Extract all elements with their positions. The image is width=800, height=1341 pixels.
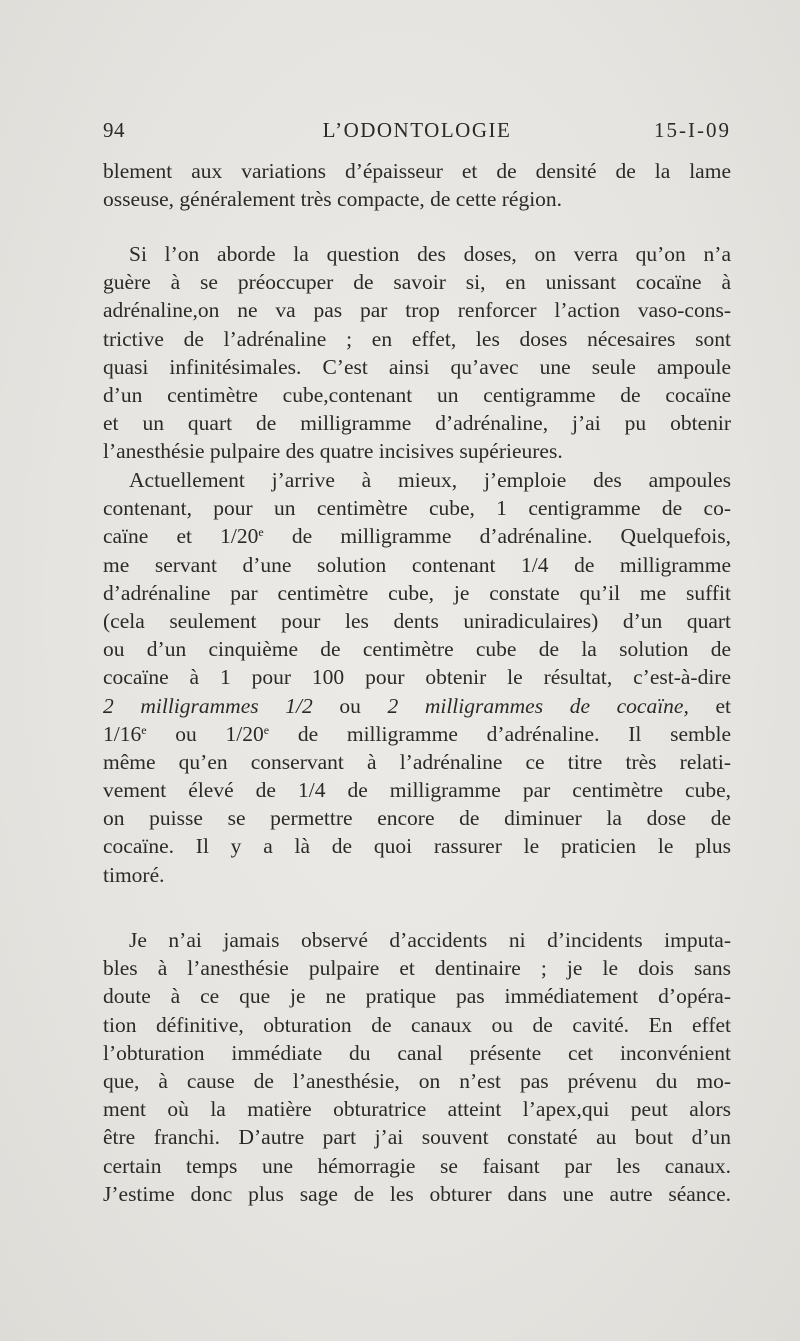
text-line: tion définitive, obturation de canaux ou de cavité. En effet bbox=[103, 1012, 731, 1037]
text-run: et bbox=[688, 693, 731, 718]
text-run: de milligramme d’adrénaline. Quelquefois, bbox=[263, 524, 732, 549]
text-line: quasi infinitésimales. C’est ainsi qu’avec une seule ampoule bbox=[103, 354, 731, 379]
text-line: cocaïne. Il y a là de quoi rassurer le praticien le plus bbox=[103, 834, 731, 859]
text-line: adrénaline,on ne va pas par trop renforcer l’action vaso-cons- bbox=[103, 298, 731, 323]
text-line: doute à ce que je ne pratique pas immédiatement d’opéra- bbox=[103, 984, 731, 1009]
text-line: que, à cause de l’anesthésie, on n’est pas prévenu du mo- bbox=[103, 1068, 731, 1093]
text-line: l’anesthésie pulpaire des quatre incisives supérieures. bbox=[103, 439, 563, 464]
text-line: cocaïne à 1 pour 100 pour obtenir le résultat, c’est-à-dire bbox=[103, 665, 731, 690]
paragraph-ampoules bbox=[103, 466, 731, 889]
text-line: guère à se préoccuper de savoir si, en unissant cocaïne à bbox=[103, 270, 731, 295]
text-line: Si l’on aborde la question des doses, on verra qu’on n’a bbox=[129, 242, 731, 266]
text-line: certain temps une hémorragie se faisant par les canaux. bbox=[103, 1153, 731, 1178]
text-line: même qu’en conservant à l’adrénaline ce titre très relati- bbox=[103, 749, 731, 774]
text-line: Je n’ai jamais observé d’accidents ni d’incidents imputa- bbox=[129, 928, 731, 952]
text-line: Actuellement j’arrive à mieux, j’emploie des ampoules bbox=[129, 468, 731, 492]
text-line: d’adrénaline par centimètre cube, je constate qu’il me suffit bbox=[103, 580, 731, 605]
superscript: e bbox=[258, 525, 264, 540]
text-line bbox=[103, 720, 731, 748]
issue-date: 15-I-09 bbox=[654, 118, 731, 142]
running-header bbox=[103, 118, 731, 146]
journal-title: L’ODONTOLOGIE bbox=[322, 118, 512, 142]
text-line: timoré. bbox=[103, 862, 165, 887]
italic-run: 2 milligrammes de cocaïne, bbox=[387, 693, 689, 718]
text-line bbox=[103, 522, 731, 550]
text-line: ou d’un cinquième de centimètre cube de la solution de bbox=[103, 637, 731, 662]
italic-run: 2 milligrammes 1/2 bbox=[103, 693, 313, 718]
text-run: ou 1/20 bbox=[146, 721, 264, 746]
text-run: de milligramme d’adrénaline. Il semble bbox=[269, 721, 731, 746]
text-line: ment où la matière obturatrice atteint l’apex,qui peut alors bbox=[103, 1097, 731, 1122]
superscript: e bbox=[141, 722, 147, 737]
text-line: vement élevé de 1/4 de milligramme par centimètre cube, bbox=[103, 778, 731, 803]
paragraph-continuation bbox=[103, 157, 731, 213]
text-line: contenant, pour un centimètre cube, 1 centigramme de co- bbox=[103, 496, 731, 521]
text-line: me servant d’une solution contenant 1/4 de milligramme bbox=[103, 552, 731, 577]
text-line: être franchi. D’autre part j’ai souvent constaté au bout d’un bbox=[103, 1125, 731, 1150]
text-line: (cela seulement pour les dents uniradiculaires) d’un quart bbox=[103, 608, 731, 633]
text-run: 1/16 bbox=[103, 721, 142, 746]
paragraph-doses bbox=[103, 240, 731, 466]
text-line: bles à l’anesthésie pulpaire et dentinaire ; je le dois sans bbox=[103, 956, 731, 981]
paragraph-accidents bbox=[103, 926, 731, 1208]
text-line: on puisse se permettre encore de diminuer la dose de bbox=[103, 806, 731, 831]
text-line: osseuse, généralement très compacte, de cette région. bbox=[103, 187, 563, 212]
text-run: caïne et 1/20 bbox=[103, 524, 259, 549]
text-line: l’obturation immédiate du canal présente cet inconvénient bbox=[103, 1040, 731, 1065]
text-line: J’estime donc plus sage de les obturer dans une autre séance. bbox=[103, 1181, 731, 1206]
text-line bbox=[103, 692, 731, 720]
text-line: blement aux variations d’épaisseur et de densité de la lame bbox=[103, 159, 731, 183]
text-line: d’un centimètre cube,contenant un centigramme de cocaïne bbox=[103, 382, 731, 407]
superscript: e bbox=[263, 722, 270, 737]
text-line: et un quart de milligramme d’adrénaline, j’ai pu obtenir bbox=[103, 411, 731, 436]
text-line: trictive de l’adrénaline ; en effet, les doses nécesaires sont bbox=[103, 326, 731, 351]
text-run: ou bbox=[312, 693, 388, 718]
page-number: 94 bbox=[103, 118, 125, 142]
